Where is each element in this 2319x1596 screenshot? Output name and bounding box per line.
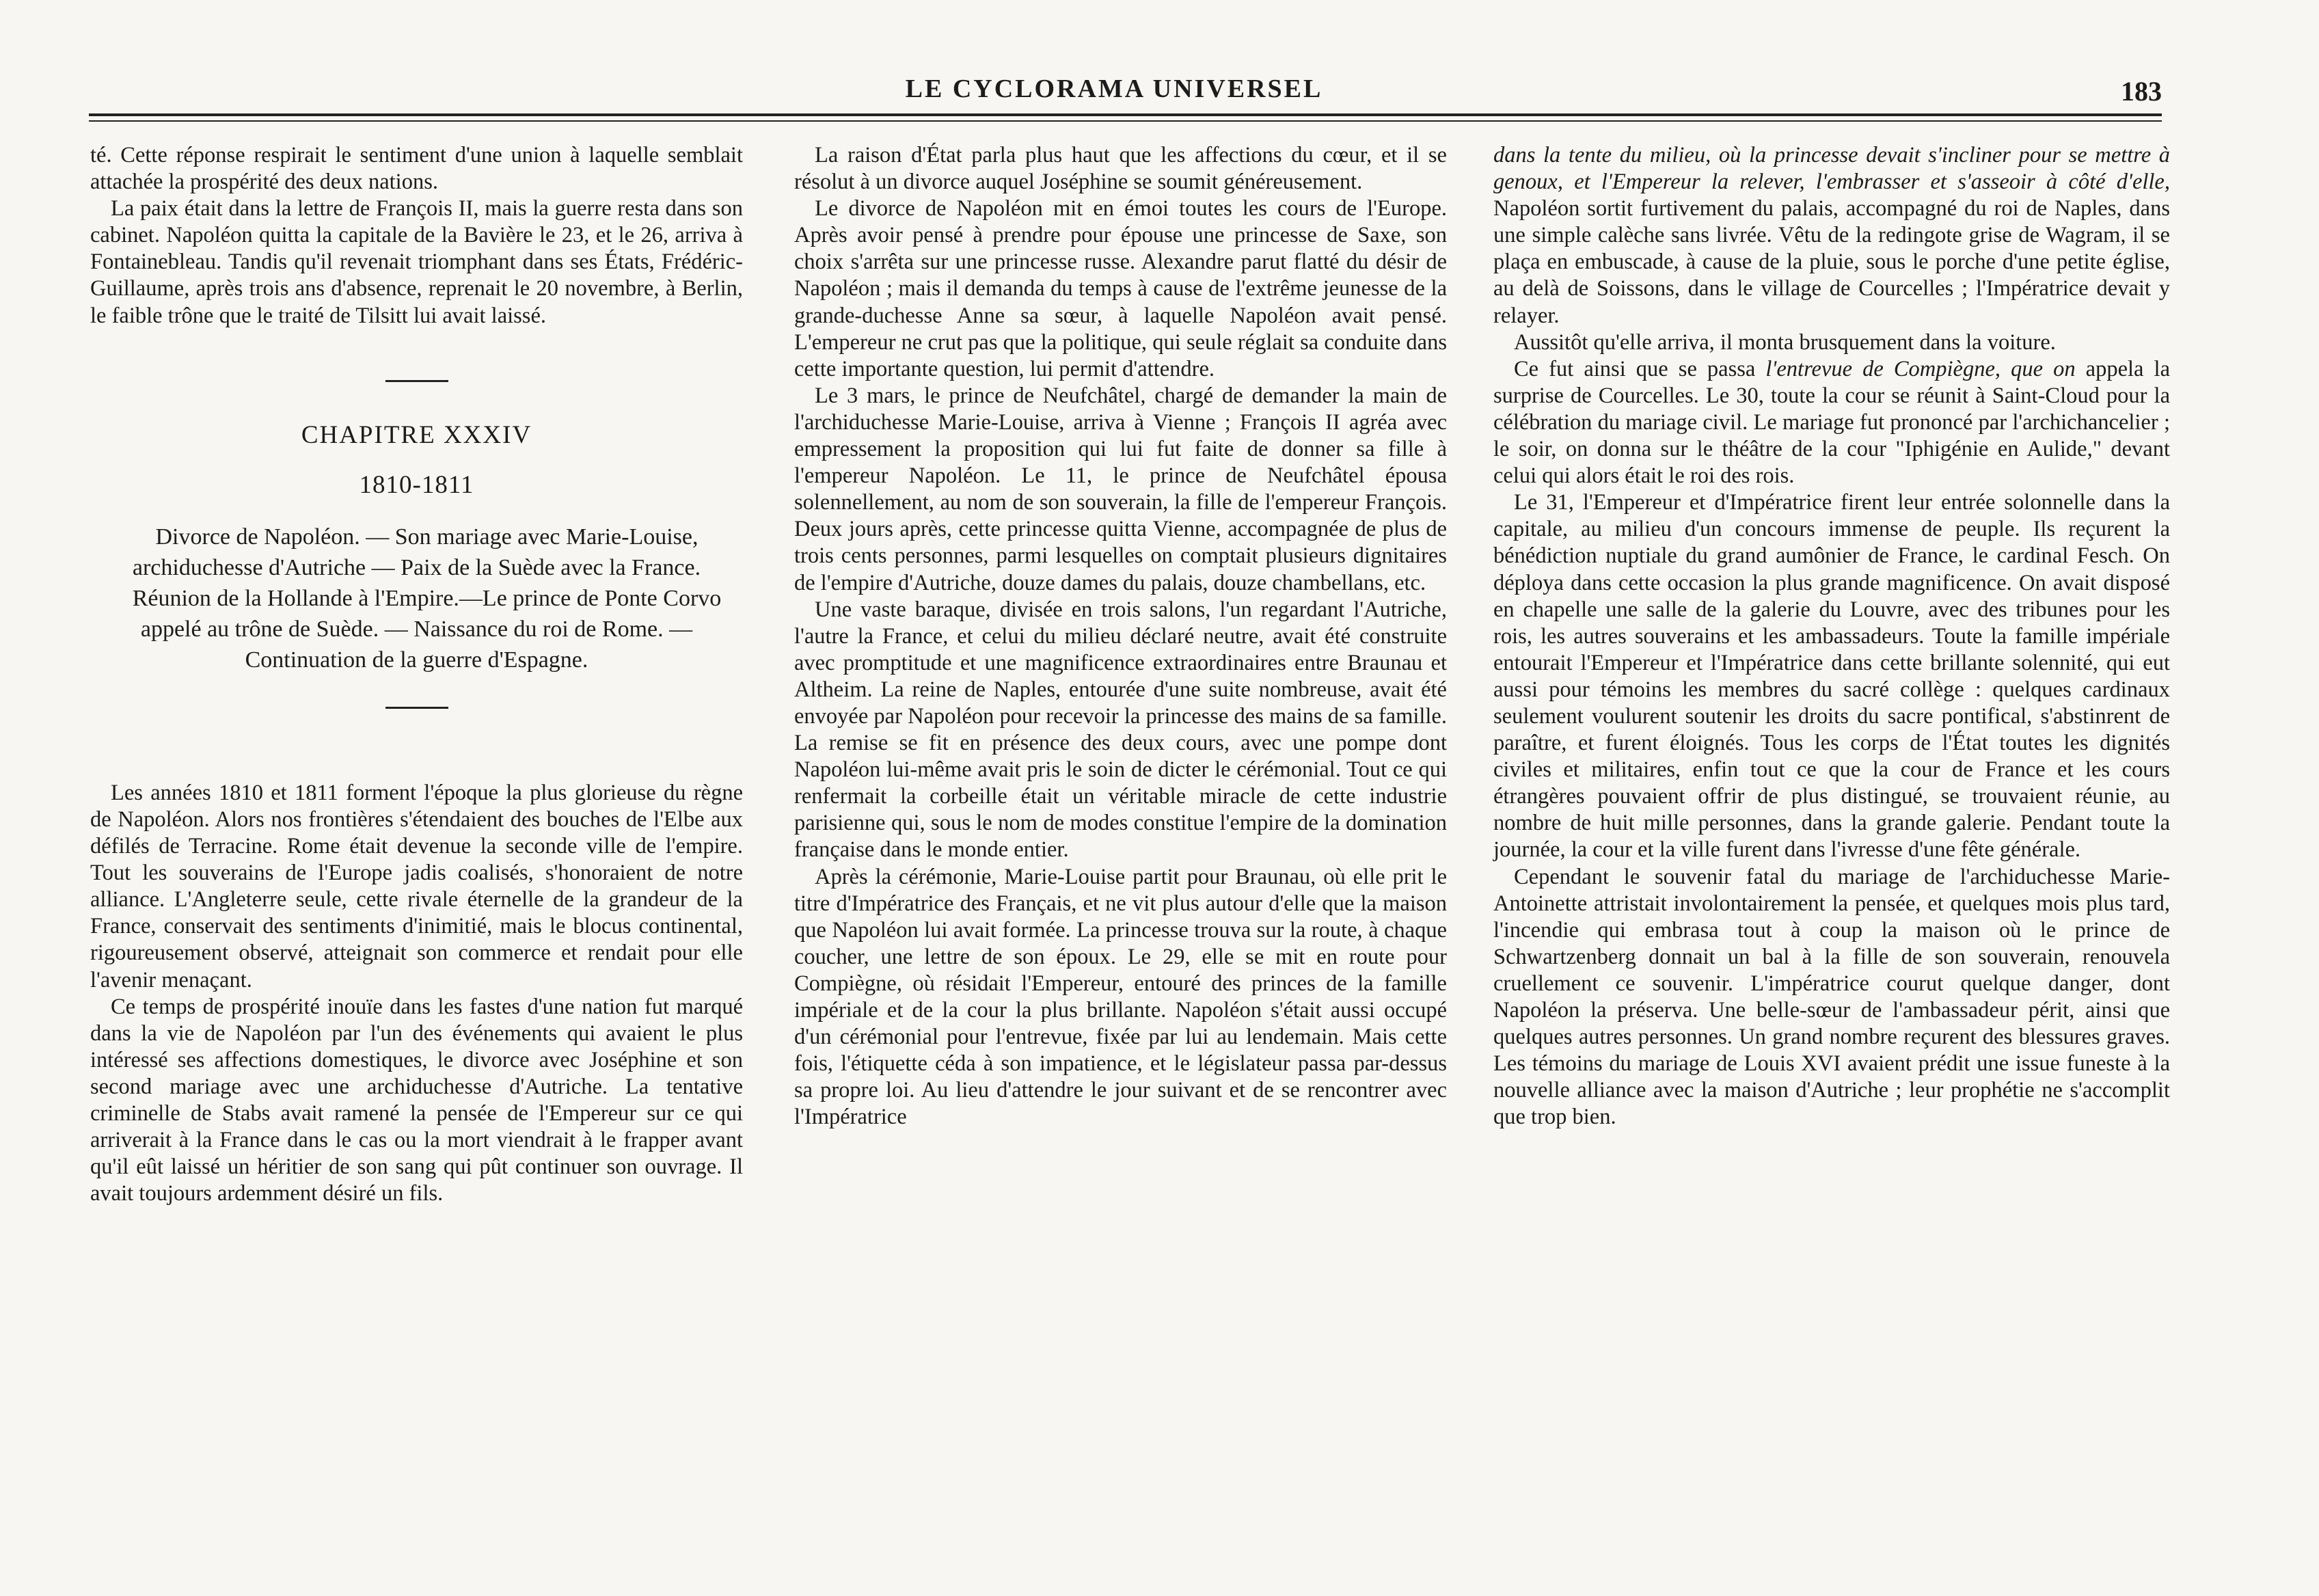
page-number: 183 <box>2121 76 2162 107</box>
text-span: appela la surprise de Courcelles. Le 30, toute la cour se réunit à Saint-Cloud pour la célébration du mariage civil. Le mariage fut prononcé par l'archichancelier ; le soir, on donna sur le théâtre de la cour "Iphigénie en Aulide," devant celui qui alors était le roi des rois. <box>1493 356 2170 489</box>
column-2 <box>794 142 1447 1131</box>
paragraph: Le divorce de Napoléon mit en émoi toutes les cours de l'Europe. Après avoir pensé à prendre pour épouse une princesse de Saxe, son choix s'arrêta sur une princesse russe. Alexandre parut flatté du désir de Napoléon ; mais il demanda du temps à cause de l'extrême jeunesse de la grande-duchesse Anne sa sœur, à laquelle Napoléon avait pensé. L'empereur ne crut pas que la politique, qui seule réglait sa conduite dans cette importante question, lui permit d'attendre. <box>794 196 1447 381</box>
summary-line: Réunion de la Hollande à l'Empire.—Le prince de Ponte Corvo appelé au trône de Suède. — Naissance du roi de Rome. — Continuation de la guerre d'Espagne. <box>132 585 722 673</box>
paragraph: Cependant le souvenir fatal du mariage de l'archiduchesse Marie-Antoinette attristait involontairement la pensée, et quelques mois plus tard, l'incendie qui embrasa tout à coup la maison où le prince de Schwartzenberg donnait un bal à la fille de son souverain, renouvela cruellement ce souvenir. L'impératrice courut quelque danger, dont Napoléon la préserva. Une belle-sœur de l'ambassadeur périt, ainsi que quelques autres personnes. Un grand nombre reçurent des blessures graves. Les témoins du mariage de Louis XVI avaient prédit une issue funeste à la nouvelle alliance avec la maison d'Autriche ; leur prophétie ne s'accomplit que trop bien. <box>1493 864 2170 1130</box>
column-1 <box>90 142 743 1207</box>
paragraph <box>1493 142 2170 329</box>
paragraph: Aussitôt qu'elle arriva, il monta brusquement dans la voiture. <box>1514 329 2056 355</box>
paragraph <box>1493 356 2170 489</box>
column-3 <box>1493 142 2170 1131</box>
chapter-summary <box>90 522 743 675</box>
text-span: Ce fut ainsi que se passa <box>1514 356 1766 381</box>
chapter-years: 1810-1811 <box>359 470 474 499</box>
paragraph: Une vaste baraque, divisée en trois salons, l'un regardant l'Autriche, l'autre la France, et celui du milieu déclaré neutre, avait été construite avec promptitude et une magnificence extraordinaires entre Braunau et Altheim. La reine de Naples, entourée d'une suite nombreuse, avait été envoyée par Napoléon pour recevoir la princesse des mains de sa famille. La remise se fit en présence des deux cours, avec une pompe dont Napoléon lui-même avait pris le soin de dicter le cérémonial. Tout ce qui renfermait la corbeille était un véritable miracle de cette industrie parisienne qui, sous le nom de modes constitue l'empire de la domination française dans le monde entier. <box>794 597 1447 863</box>
paragraph: té. Cette réponse respirait le sentiment d'une union à laquelle semblait attachée la prospérité des deux nations. <box>90 143 743 195</box>
section-separator <box>385 707 448 709</box>
chapter-title: CHAPITRE XXXIV <box>301 420 532 449</box>
section-separator <box>385 380 448 382</box>
paragraph: Ce temps de prospérité inouïe dans les fastes d'une nation fut marqué dans la vie de Napoléon par l'un des événements qui avaient le plus intéressé ses affections domestiques, le divorce avec Joséphine et son second mariage avec une archiduchesse d'Autriche. La tentative criminelle de Stabs avait ramené la pensée de l'Empereur sur ce qui arriverait à la France dans le cas ou la mort viendrait à le frapper avant qu'il eût laissé un héritier de son sang qui pût continuer son ouvrage. Il avait toujours ardemment désiré un fils. <box>90 994 743 1206</box>
paragraph: La raison d'État parla plus haut que les affections du cœur, et il se résolut à un divorce auquel Joséphine se soumit généreusement. <box>794 143 1447 195</box>
summary-line: Divorce de Napoléon. — Son mariage avec Marie-Louise, archiduchesse d'Autriche — Paix de la Suède avec la France. <box>132 524 701 580</box>
paragraph: Après la cérémonie, Marie-Louise partit pour Braunau, où elle prit le titre d'Impératrice des Français, et ne vit plus autour d'elle que la maison que Napoléon lui avait formée. La princesse trouva sur la route, à chaque coucher, une lettre de son époux. Le 29, elle se mit en route pour Compiègne, où résidait l'Empereur, entouré des princes de la famille impériale et de la cour la plus brillante. Napoléon s'était aussi occupé d'un cérémonial pour l'entrevue, fixée par lui au lendemain. Mais cette fois, l'étiquette céda à son impatience, et le législateur passa par-dessus sa propre loi. Au lieu d'attendre le jour suivant et de se rencontrer avec l'Impératrice <box>794 864 1447 1130</box>
paragraph: Le 3 mars, le prince de Neufchâtel, chargé de demander la main de l'archiduchesse Marie-Louise, arriva à Vienne ; François II agréa avec empressement la proposition qui lui fut faite de donner sa fille à l'empereur Napoléon. Le 11, le prince de Neufchâtel épousa solennellement, au nom de son souverain, la fille de l'empereur François. Deux jours après, cette princesse quitta Vienne, accompagnée de plus de trois cents personnes, parmi lesquelles on comptait plusieurs dignitaires de l'empire d'Autriche, douze dames du palais, douze chambellans, etc. <box>794 383 1447 595</box>
italic-span: l'entrevue de Compiègne, que on <box>1765 356 2076 381</box>
running-head: LE CYCLORAMA UNIVERSEL <box>905 75 1323 103</box>
paragraph: Le 31, l'Empereur et d'Impératrice firent leur entrée solonnelle dans la capitale, au milieu d'un concours immense de peuple. Ils reçurent la bénédiction nuptiale du grand aumônier de France, le cardinal Fesch. On déploya dans cette occasion la plus grande magnificence. On avait disposé en chapelle une salle de la galerie du Louvre, avec des tribunes pour les rois, les autres souverains et les ambassadeurs. Toute la famille impériale entourait l'Empereur et l'Impératrice dans cette brillante solennité, qui eut aussi pour témoins les membres du sacré collège : quelques cardinaux seulement voulurent soutenir les droits du sacre pontifical, s'abstinrent de paraître, et furent éloignés. Tous les corps de l'État toutes les dignités civiles et militaires, enfin tout ce que la cour de France et les cours étrangères pouvaient offrir de plus distingué, se trouvaient réunie, au nombre de huit mille personnes, dans la grande galerie. Pendant toute la journée, la cour et la ville furent dans l'ivresse d'une fête générale. <box>1493 490 2170 863</box>
text-span: Napoléon sortit furtivement du palais, accompagné du roi de Naples, dans une simple calèche sans livrée. Vêtu de la redingote grise de Wagram, il se plaça en embuscade, à cause de la pluie, sous le porche d'une petite église, au delà de Soissons, dans le village de Courcelles ; l'Impératrice devait y relayer. <box>1493 196 2170 328</box>
paragraph: La paix était dans la lettre de François II, mais la guerre resta dans son cabinet. Napoléon quitta la capitale de la Bavière le 23, et le 26, arriva à Fontainebleau. Tandis qu'il revenait triomphant dans ses États, Frédéric-Guillaume, après trois ans d'absence, reprenait le 20 novembre, à Berlin, le faible trône que le traité de Tilsitt lui avait laissé. <box>90 196 743 328</box>
header-rule-thick <box>89 113 2162 116</box>
italic-span: dans la tente du milieu, où la princesse devait s'incliner pour se mettre à genoux, et l'Empereur la relever, l'embrasser et s'asseoir à côté d'elle, <box>1493 143 2170 195</box>
paragraph: Les années 1810 et 1811 forment l'époque la plus glorieuse du règne de Napoléon. Alors nos frontières s'étendaient des bouches de l'Elbe aux défilés de Terracine. Rome était devenue la seconde ville de l'empire. Tout les souverains de l'Europe jadis coalisés, s'honoraient de notre alliance. L'Angleterre seule, cette rivale éternelle de la grandeur de la France, conservait des sentiments d'inimitié, mais le blocus continental, rigoureusement observé, atteignait son commerce et rendait pour elle l'avenir menaçant. <box>90 780 743 992</box>
header-rule-thin <box>89 120 2162 122</box>
